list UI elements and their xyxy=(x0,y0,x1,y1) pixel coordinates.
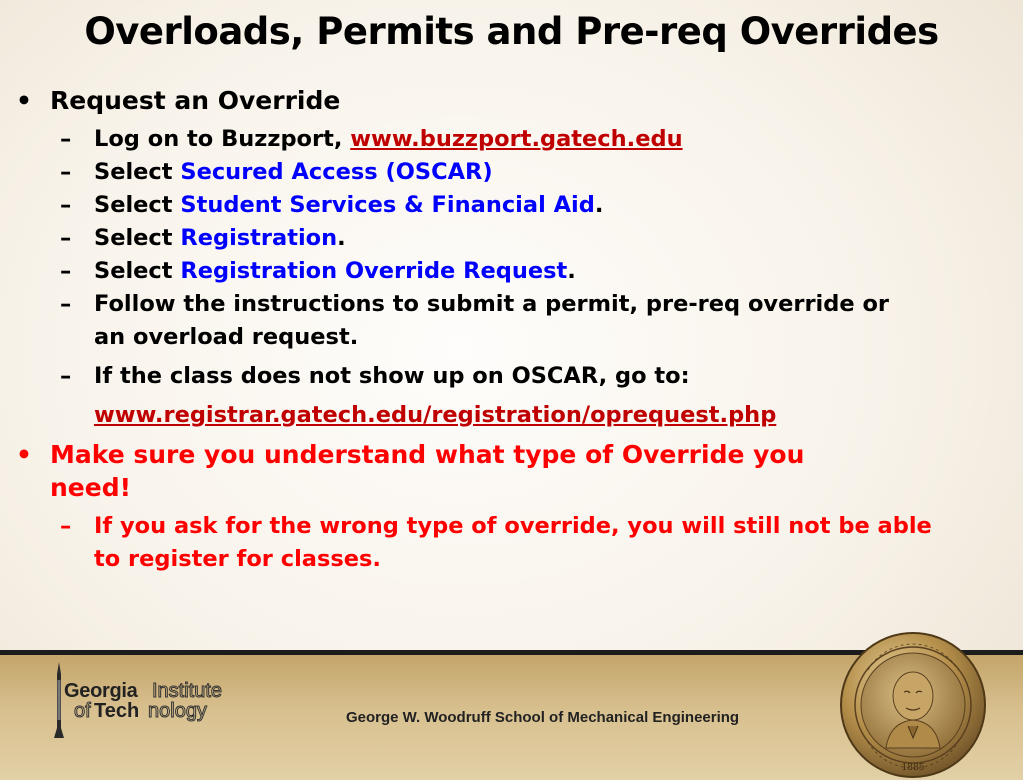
bullet-icon: • xyxy=(16,440,32,469)
list-item-registrar-link xyxy=(0,399,1023,432)
logo-tech: Tech xyxy=(94,700,140,722)
bullet-icon: • xyxy=(16,86,32,115)
dash-icon: – xyxy=(60,258,72,284)
logo-of: of xyxy=(74,700,91,722)
dash-icon: – xyxy=(60,513,72,539)
dash-icon: – xyxy=(60,291,72,317)
registration-label: Registration xyxy=(180,225,338,251)
select-text: Select xyxy=(94,258,181,284)
list-item-select-student-services xyxy=(0,189,1023,222)
student-services-label: Student Services & Financial Aid xyxy=(180,192,595,218)
dash-icon: – xyxy=(60,225,72,251)
list-item-follow-instructions xyxy=(0,288,1023,354)
period-text: . xyxy=(594,192,604,218)
wrong-type-line1: If you ask for the wrong type of override, you will still not be able xyxy=(94,513,932,539)
not-show-text: If the class does not show up on OSCAR, go to: xyxy=(94,363,690,389)
list-item-select-oscar xyxy=(0,156,1023,189)
logo-nology: nology xyxy=(148,700,207,722)
section-heading: Request an Override xyxy=(50,86,341,115)
oscar-label: Secured Access (OSCAR) xyxy=(180,159,493,185)
dash-icon: – xyxy=(60,192,72,218)
woodruff-seal-icon xyxy=(838,630,988,780)
buzzport-link[interactable]: www.buzzport.gatech.edu xyxy=(350,126,683,152)
list-item-select-registration xyxy=(0,222,1023,255)
list-item-select-override-request xyxy=(0,255,1023,288)
select-text: Select xyxy=(94,192,181,218)
dash-icon: – xyxy=(60,363,72,389)
school-name: George W. Woodruff School of Mechanical Engineering xyxy=(346,709,740,726)
slide-content xyxy=(0,84,1023,576)
bullet-request-override xyxy=(0,84,1023,117)
follow-text-line1: Follow the instructions to submit a permit, pre-req override or xyxy=(94,291,890,317)
slide-title: Overloads, Permits and Pre-req Overrides xyxy=(84,10,939,53)
warning-heading-line1: Make sure you understand what type of Override you xyxy=(50,440,805,469)
follow-text-line2: an overload request. xyxy=(94,324,359,350)
logo-georgia: Georgia xyxy=(64,680,138,702)
warning-heading-line2: need! xyxy=(50,473,132,502)
logon-text: Log on to Buzzport, xyxy=(94,126,351,152)
override-request-label: Registration Override Request xyxy=(180,258,568,284)
georgia-tech-logo xyxy=(52,660,292,740)
bullet-make-sure xyxy=(0,438,1023,504)
wrong-type-line2: to register for classes. xyxy=(94,546,381,572)
dash-icon: – xyxy=(60,159,72,185)
period-text: . xyxy=(337,225,346,251)
period-text: . xyxy=(567,258,576,284)
registrar-link[interactable]: www.registrar.gatech.edu/registration/oprequest.php xyxy=(94,402,777,428)
select-text: Select xyxy=(94,159,181,185)
select-text: Select xyxy=(94,225,181,251)
seal-year: 1885 xyxy=(901,763,925,773)
list-item-wrong-type xyxy=(0,510,1023,576)
dash-icon: – xyxy=(60,126,72,152)
logo-institute: Institute xyxy=(152,680,223,702)
list-item-not-show xyxy=(0,360,1023,393)
list-item-logon xyxy=(0,123,1023,156)
